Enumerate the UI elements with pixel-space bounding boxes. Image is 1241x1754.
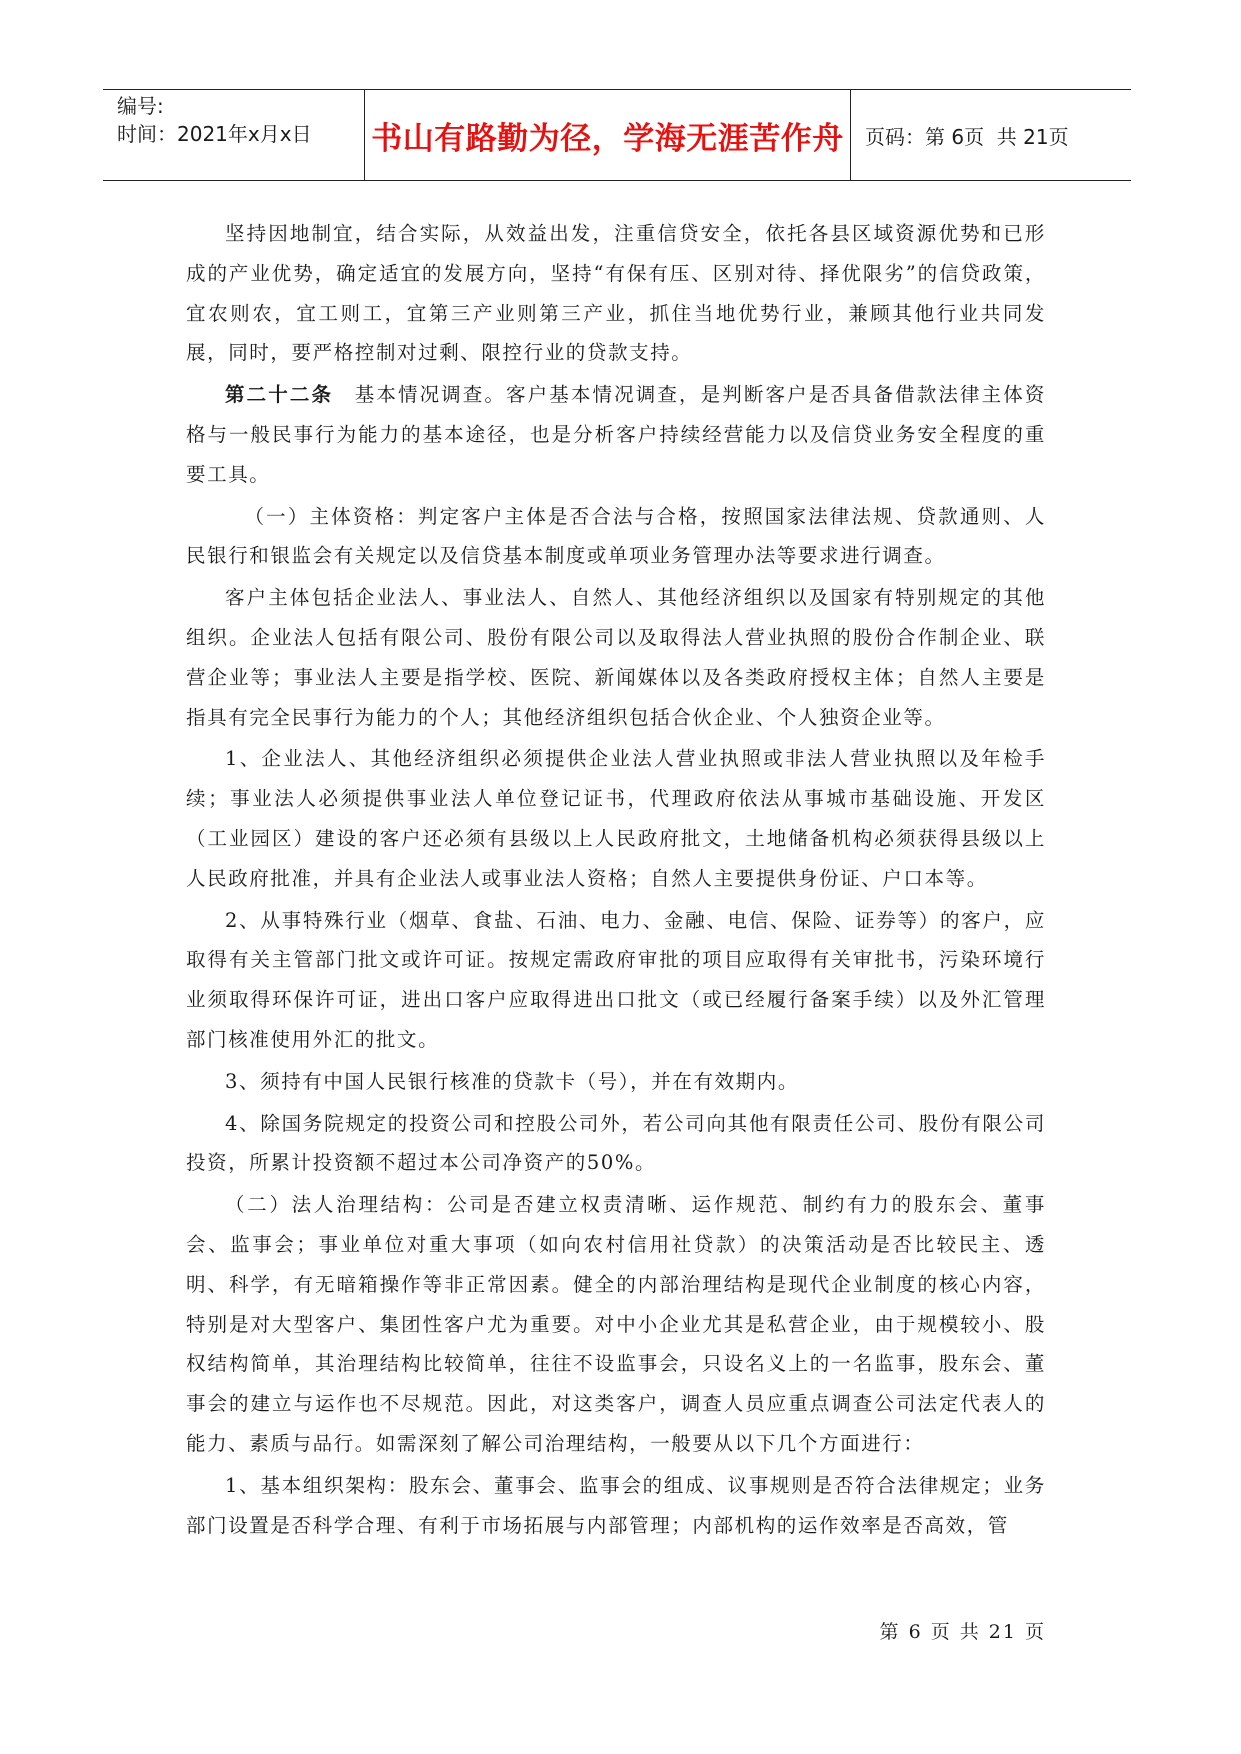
header-page-info <box>851 90 1131 180</box>
document-body <box>186 214 1046 1547</box>
serial-label: 编号: <box>117 94 164 118</box>
header-motto: 书山有路勤为径，学海无涯苦作舟 <box>365 90 851 180</box>
paragraph: 2、从事特殊行业（烟草、食盐、石油、电力、金融、电信、保险、证券等）的客户，应取得有关主管部门批文或许可证。按规定需政府审批的项目应取得有关审批书，污染环境行业须取得环保许可证，进出口客户应取得进出口批文（或已经履行备案手续）以及外汇管理部门核准使用外汇的批文。 <box>186 908 1046 1051</box>
page-info-text: 页码：第 6页 共 21页 <box>865 124 1069 149</box>
paragraph: 客户主体包括企业法人、事业法人、自然人、其他经济组织以及国家有特别规定的其他组织。企业法人包括有限公司、股份有限公司以及取得法人营业执照的股份合作制企业、联营企业等；事业法人主要是指学校、医院、新闻媒体以及各类政府授权主体；自然人主要是指具有完全民事行为能力的个人；其他经济组织包括合伙企业、个人独资企业等。 <box>186 586 1046 729</box>
article-heading: 第二十二条 <box>225 383 334 407</box>
paragraph: 3、须持有中国人民银行核准的贷款卡（号），并在有效期内。 <box>225 1069 799 1093</box>
paragraph: 坚持因地制宜，结合实际，从效益出发，注重信贷安全，依托各县区域资源优势和已形成的产业优势，确定适宜的发展方向，坚持“有保有压、区别对待、择优限劣”的信贷政策，宜农则农，宜工则工，宜第三产业则第三产业，抓住当地优势行业，兼顾其他行业共同发展，同时，要严格控制对过剩、限控行业的贷款支持。 <box>186 222 1046 365</box>
header-meta <box>103 90 365 180</box>
paragraph: 4、除国务院规定的投资公司和控股公司外，若公司向其他有限责任公司、股份有限公司投资，所累计投资额不超过本公司净资产的50%。 <box>186 1111 1046 1175</box>
article-text: 基本情况调查。客户基本情况调查，是判断客户是否具备借款法律主体资格与一般民事行为能力的基本途径，也是分析客户持续经营能力以及信贷业务安全程度的重要工具。 <box>186 383 1046 486</box>
paragraph: 1、企业法人、其他经济组织必须提供企业法人营业执照或非法人营业执照以及年检手续；事业法人必须提供事业法人单位登记证书，代理政府依法从事城市基础设施、开发区（工业园区）建设的客户还必须有县级以上人民政府批文，土地储备机构必须获得县级以上人民政府批准，并具有企业法人或事业法人资格；自然人主要提供身份证、户口本等。 <box>186 747 1046 890</box>
paragraph-article-22 <box>186 375 1046 494</box>
page-footer: 第 6 页 共 21 页 <box>879 1621 1046 1643</box>
paragraph: （二）法人治理结构：公司是否建立权责清晰、运作规范、制约有力的股东会、董事会、监事会；事业单位对重大事项（如向农村信用社贷款）的决策活动是否比较民主、透明、科学，有无暗箱操作等非正常因素。健全的内部治理结构是现代企业制度的核心内容，特别是对大型客户、集团性客户尤为重要。对中小企业尤其是私营企业，由于规模较小、股权结构简单，其治理结构比较简单，往往不设监事会，只设名义上的一名监事，股东会、董事会的建立与运作也不尽规范。因此，对这类客户，调查人员应重点调查公司法定代表人的能力、素质与品行。如需深刻了解公司治理结构，一般要从以下几个方面进行： <box>186 1193 1046 1455</box>
time-label: 时间：2021年x月x日 <box>117 122 312 146</box>
document-header <box>103 89 1131 181</box>
paragraph: 1、基本组织架构：股东会、董事会、监事会的组成、议事规则是否符合法律规定；业务部门设置是否科学合理、有利于市场拓展与内部管理；内部机构的运作效率是否高效，管 <box>186 1473 1046 1537</box>
paragraph: （一）主体资格：判定客户主体是否合法与合格，按照国家法律法规、贷款通则、人民银行和银监会有关规定以及信贷基本制度或单项业务管理办法等要求进行调查。 <box>186 504 1046 568</box>
